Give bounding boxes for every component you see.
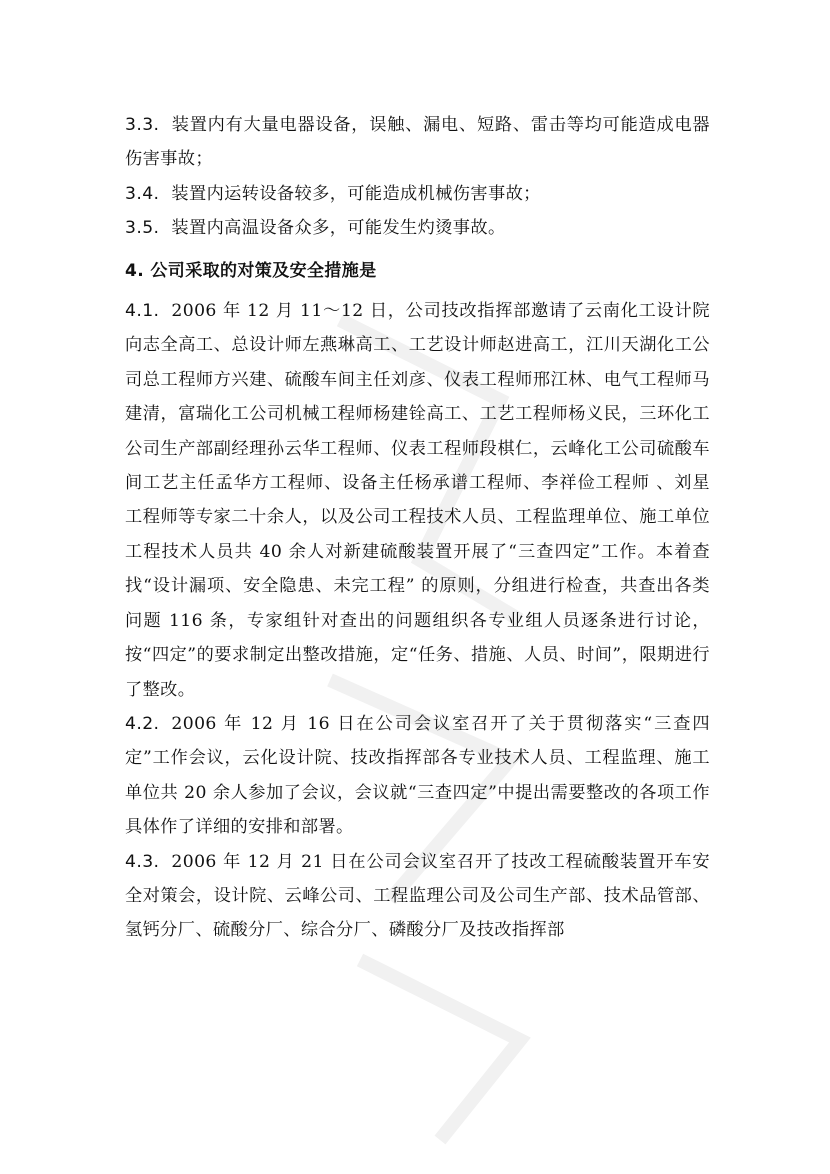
hazard-item-3-5 (125, 211, 710, 245)
measure-item-4-2 (125, 707, 710, 845)
item-text: 装置内高温设备众多，可能发生灼烫事故。 (171, 218, 506, 239)
item-text: 2006 年 12 月 21 日在公司会议室召开了技改工程硫酸装置开车安全对策会，设计院、云峰公司、工程监理公司及公司生产部、技术品管部、氢钙分厂、硫酸分厂、综合分厂、磷酸分厂及技改指挥部 (125, 851, 710, 941)
measure-item-4-3 (125, 845, 710, 948)
item-number: 3.4. (125, 183, 160, 204)
item-text: 2006 年 12 月 16 日在公司会议室召开了关于贯彻落实“三查四定”工作会议，云化设计院、技改指挥部各专业技术人员、工程监理、施工单位共 20 余人参加了会议，会议就“三查四定”中提出需要整改的各项工作具体作了详细的安排和部署。 (125, 713, 710, 838)
item-text: 2006 年 12 月 11～12 日，公司技改指挥部邀请了云南化工设计院向志全高工、总设计师左燕琳高工、工艺设计师赵进高工，江川天湖化工公司总工程师方兴建、硫酸车间主任刘彦、仪表工程师邢江林、电气工程师马建清，富瑞化工公司机械工程师杨建铨高工、工艺工程师杨义民，三环化工公司生产部副经理孙云华工程师、仪表工程师段棋仁，云峰化工公司硫酸车间工艺主任孟华方工程师、设备主任杨承谱工程师、李祥俭工程师 、刘星工程师等专家二十余人，以及公司工程技术人员、工程监理单位、施工单位工程技术人员共 40 余人对新建硫酸装置开展了“三查四定”工作。本着查找“设计漏项、安全隐患、未完工程” 的原则，分组进行检查，共查出各类问题 116 条，专家组针对查出的问题组织各专业组人员逐条进行讨论，按“四定”的要求制定出整改措施，定“任务、措施、人员、时间”，限期进行了整改。 (125, 301, 710, 700)
document-body (125, 108, 710, 948)
measure-item-4-1 (125, 294, 710, 707)
item-number: 4.1. (125, 301, 160, 322)
item-number: 3.5. (125, 218, 160, 239)
item-text: 装置内运转设备较多，可能造成机械伤害事故； (171, 183, 541, 204)
item-number: 4.2. (125, 713, 160, 734)
hazard-item-3-3 (125, 108, 710, 177)
item-number: 3.3. (125, 115, 160, 135)
item-text: 装置内有大量电器设备，误触、漏电、短路、雷击等均可能造成电器伤害事故； (125, 115, 710, 170)
item-number: 4.3. (125, 851, 160, 872)
section-heading: 4. 公司采取的对策及安全措施是 (125, 260, 377, 281)
hazard-item-3-4 (125, 177, 710, 211)
